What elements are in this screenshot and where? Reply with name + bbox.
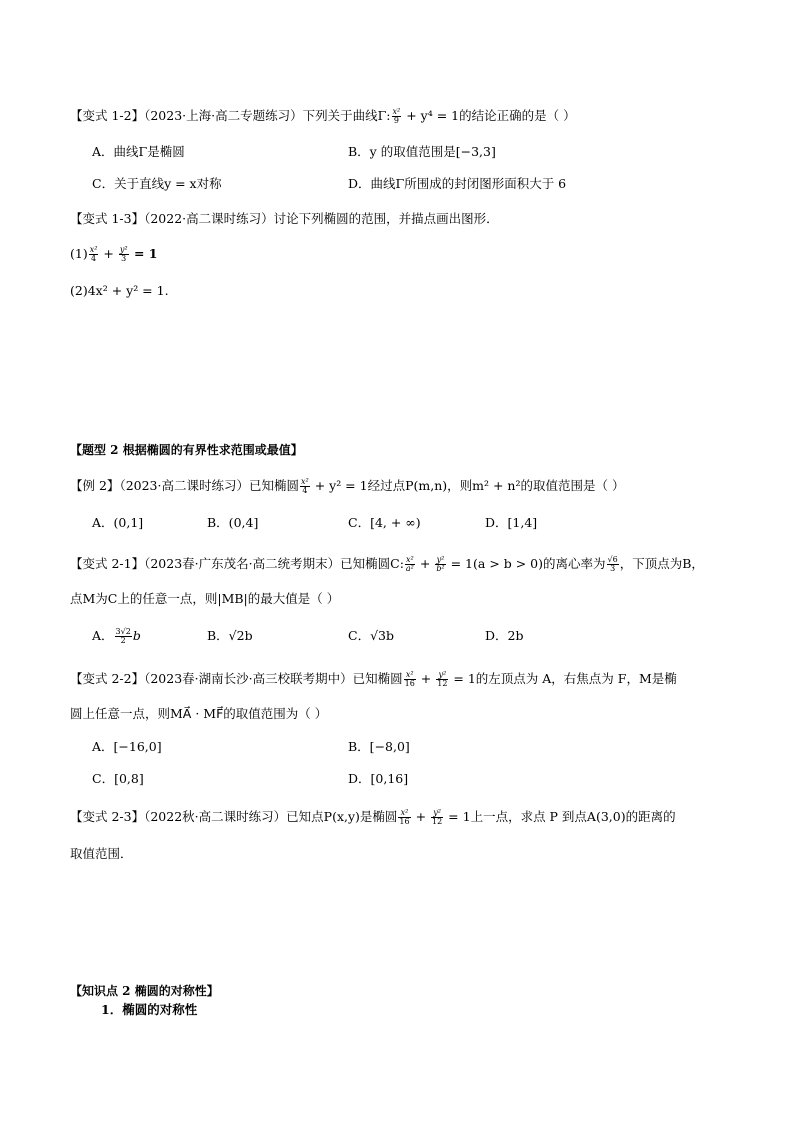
question-2-1-stem: 【变式 2-1】（2023春·广东茂名·高二统考期末）已知椭圆C: $\frac{\text{x²}}{\text{a²}}$ + $\frac{\text{y²}}{\text{b²}}$ = 1(a > b > 0)的离心率为 $\frac{√6}{3}$ ，下顶点为B， bbox=[70, 555, 704, 573]
option-a: A． $\frac{3√2}{2}$ b bbox=[92, 627, 141, 645]
option-a: A．曲线Γ是椭圆 bbox=[92, 144, 185, 159]
question-tag: 【变式 2-1】 bbox=[70, 556, 145, 571]
option-c: C．[0,8] bbox=[92, 771, 144, 786]
question-tag: 【变式 2-3】 bbox=[70, 809, 145, 824]
option-c: C．[4, + ∞) bbox=[348, 515, 421, 530]
question-1-2-stem: 【变式 1-2】（2023·上海·高二专题练习）下列关于曲线Γ: $\frac{\text{x²}}{9}$ + y⁴ = 1的结论正确的是（ ） bbox=[70, 107, 576, 125]
option-c: C．√3b bbox=[348, 628, 394, 643]
question-2-3-stem-line2: 取值范围． bbox=[70, 846, 133, 861]
question-tag: 【变式 1-3】 bbox=[70, 211, 145, 226]
question-tag: 【例 2】 bbox=[70, 478, 120, 493]
option-d: D．2b bbox=[485, 628, 524, 643]
question-1-3-stem: 【变式 1-3】（2022·高二课时练习）讨论下列椭圆的范围，并描点画出图形． bbox=[70, 211, 499, 226]
part-1: (1) $\frac{\text{x²}}{4}$ + $\frac{\text{y²}}{3}$ = 1 bbox=[70, 245, 158, 263]
question-source: （2022秋·高二课时练习） bbox=[144, 809, 287, 824]
option-b: B．√2b bbox=[207, 628, 253, 643]
question-source: （2023·上海·高二专题练习） bbox=[144, 108, 303, 123]
option-d: D．曲线Γ所围成的封闭图形面积大于 6 bbox=[348, 176, 567, 191]
question-tag: 【变式 2-2】 bbox=[70, 671, 145, 686]
knowledge-heading: 【知识点 2 椭圆的对称性】 bbox=[70, 984, 219, 998]
question-2-1-stem-line2: 点M为C上的任意一点，则|MB|的最大值是（ ） bbox=[70, 591, 340, 606]
question-tag: 【变式 1-2】 bbox=[70, 108, 145, 123]
option-b: B．(0,4] bbox=[207, 515, 259, 530]
question-source: （2023春·广东茂名·高二统考期末） bbox=[144, 556, 341, 571]
part-2: (2)4x² + y² = 1. bbox=[70, 283, 169, 298]
fraction: $\frac{\text{x²}}{9}$ bbox=[392, 107, 401, 125]
question-source: （2022·高二课时练习） bbox=[144, 211, 274, 226]
option-a: A．(0,1] bbox=[92, 515, 144, 530]
option-d: D．[1,4] bbox=[485, 515, 538, 530]
option-b: B．y 的取值范围是[−3,3] bbox=[348, 144, 496, 159]
question-source: （2023·高二课时练习） bbox=[119, 478, 249, 493]
question-2-2-stem-line2: 圆上任意一点，则MA⃗ · MF⃗的取值范围为（ ） bbox=[70, 706, 328, 721]
example-2-stem: 【例 2】（2023·高二课时练习）已知椭圆 $\frac{\text{x²}}{4}$ + y² = 1经过点P(m,n)，则m² + n²的取值范围是（ ） bbox=[70, 477, 625, 495]
option-d: D．[0,16] bbox=[348, 771, 409, 786]
section-heading: 【题型 2 根据椭圆的有界性求范围或最值】 bbox=[70, 443, 303, 457]
option-b: B．[−8,0] bbox=[348, 739, 410, 754]
knowledge-subheading: 1．椭圆的对称性 bbox=[101, 1002, 198, 1017]
question-2-2-stem: 【变式 2-2】（2023春·湖南长沙·高三校联考期中）已知椭圆 $\frac{\text{x²}}{16}$ + $\frac{\text{y²}}{12}$ = 1的左顶点为 A，右焦点为 F，M是椭 bbox=[70, 670, 677, 688]
question-source: （2023春·湖南长沙·高三校联考期中） bbox=[144, 671, 353, 686]
option-c: C．关于直线y = x对称 bbox=[92, 176, 222, 191]
question-2-3-stem: 【变式 2-3】（2022秋·高二课时练习）已知点P(x,y)是椭圆 $\frac{\text{x²}}{16}$ + $\frac{\text{y²}}{12}$ = 1上一点，求点 P 到点A(3,0)的距离的 bbox=[70, 808, 676, 826]
option-a: A．[−16,0] bbox=[92, 739, 162, 754]
